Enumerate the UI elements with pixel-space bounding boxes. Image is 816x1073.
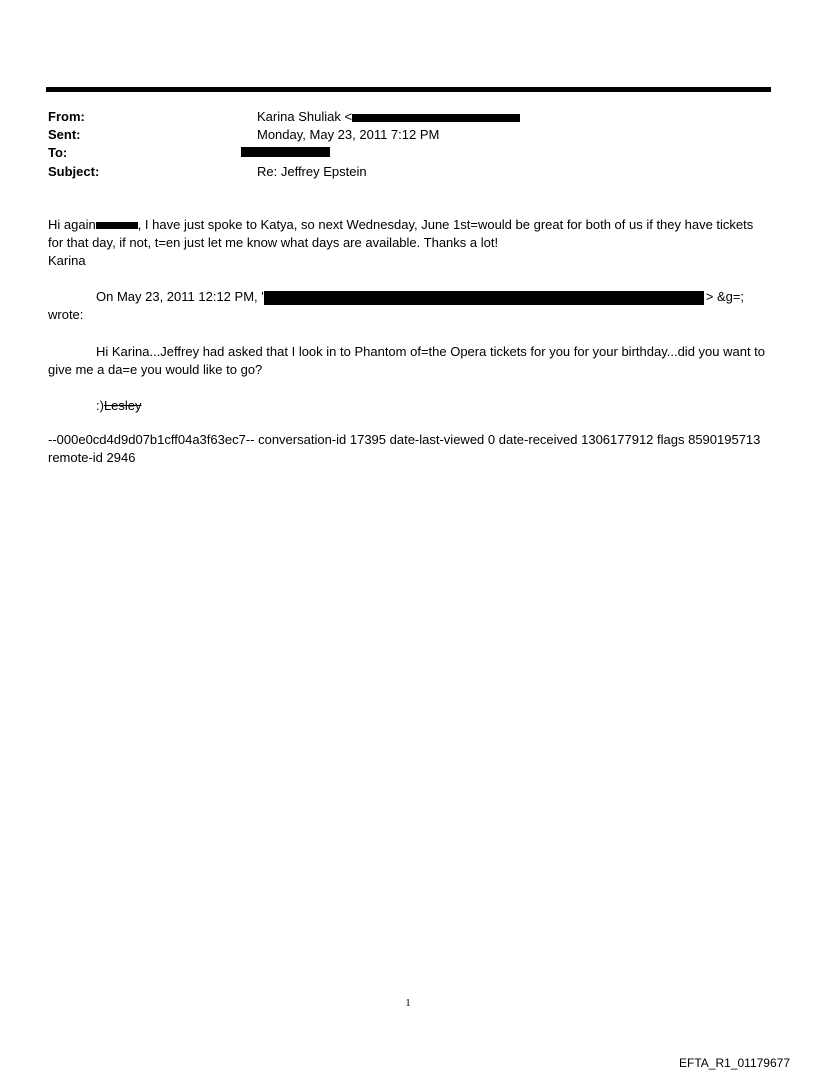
quoted-sig-smile: :): [96, 398, 104, 413]
redaction-bar: [264, 291, 704, 305]
quoted-signature: [48, 397, 768, 415]
page-number: 1: [405, 997, 411, 1009]
quote-wrote: wrote:: [48, 307, 84, 322]
footer-metadata: --000e0cd4d9d07b1cff04a3f63ec7-- conversation-id 17395 date-last-viewed 0 date-received 1306177912 flags 8590195713 remote-id 2946: [48, 432, 761, 465]
message-body: [48, 216, 768, 270]
from-name: Karina Shuliak <: [257, 109, 353, 124]
greeting-text: Hi again: [48, 217, 96, 232]
sent-value: Monday, May 23, 2011 7:12 PM: [257, 127, 440, 142]
quoted-message: [48, 343, 768, 379]
bates-number: EFTA_R1_01179677: [679, 1056, 790, 1070]
header-rule: [46, 87, 771, 92]
to-redaction-bar: [241, 147, 330, 157]
subject-label: Subject:: [48, 164, 100, 179]
quote-intro-text: On May 23, 2011 12:12 PM, ': [96, 289, 264, 304]
from-value: [257, 109, 520, 124]
signature: Karina: [48, 253, 86, 268]
sent-label: Sent:: [48, 127, 81, 142]
quoted-sig-name: Lesley: [103, 398, 142, 413]
to-label: To:: [48, 145, 68, 160]
body-text: , I have just spoke to Katya, so next Wednesday, June 1st=would be great for both of us if they have tickets for that day, if not, t=en just let me know what days are available. Thanks a lot!: [48, 217, 754, 250]
from-label: From:: [48, 109, 85, 124]
quoted-message-text: Hi Karina...Jeffrey had asked that I look in to Phantom of=the Opera tickets for you for your birthday...did you want to give me a da=e you would like to go?: [48, 344, 766, 377]
redaction-bar: [96, 222, 138, 229]
subject-value: Re: Jeffrey Epstein: [257, 164, 367, 179]
redaction-bar: [352, 114, 520, 122]
quote-intro-suffix: > &g=;: [705, 289, 745, 304]
quote-intro: [48, 288, 768, 324]
